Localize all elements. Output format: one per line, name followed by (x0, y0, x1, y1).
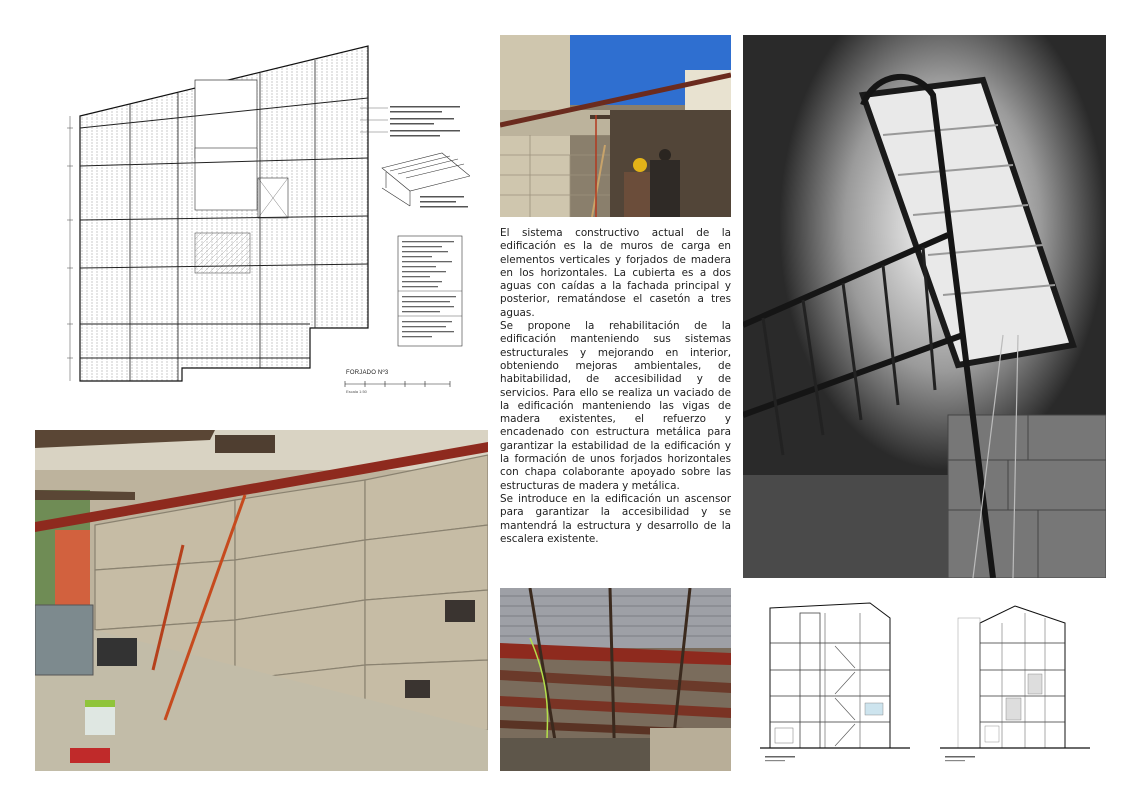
description-paragraph: El sistema constructivo actual de la edificación es la de muros de carga en elementos verticales y forjados de madera en los horizontales. La cubierta es a dos aguas con caídas a la fachada principal y posterior, rematándose el casetón a tres aguas. (500, 227, 731, 319)
building-section-b (940, 598, 1090, 768)
site-photo-timber-beams-and-corrugated-sheet (500, 588, 731, 771)
site-photo-stone-wall-with-steel-beam (35, 430, 488, 771)
description-paragraph: Se introduce en la edificación un ascensor para garantizar la accesibilidad y se mantendrá la estructura y desarrollo de la escalera existente. (500, 492, 731, 545)
description-paragraph: Se propone la rehabilitación de la edificación manteniendo sus sistemas estructurales y mejorando en interior, obteniendo mejoras ambientales, de habitabilidad, de accesibilidad y de servicios. Para ello se realiza un vaciado de la edificación manteniendo las vigas de madera existentes, el refuerzo y encadenado con estructura metálica para garantizar la estabilidad de la edificación y la formación de unos forjados horizontales con chapa colaborante apoyado sobre las estructuras de madera y metálica. (500, 320, 731, 492)
building-section-a (760, 598, 910, 768)
site-photo-roof-demolition (500, 35, 731, 217)
floor-plan-title: FORJADO Nº3 (346, 370, 389, 376)
floor-plan-scale: Escala 1:50 (346, 389, 367, 394)
black-and-white-stairwell-photo (743, 35, 1106, 578)
project-description (500, 227, 731, 546)
floor-plan-drawing (60, 38, 470, 398)
